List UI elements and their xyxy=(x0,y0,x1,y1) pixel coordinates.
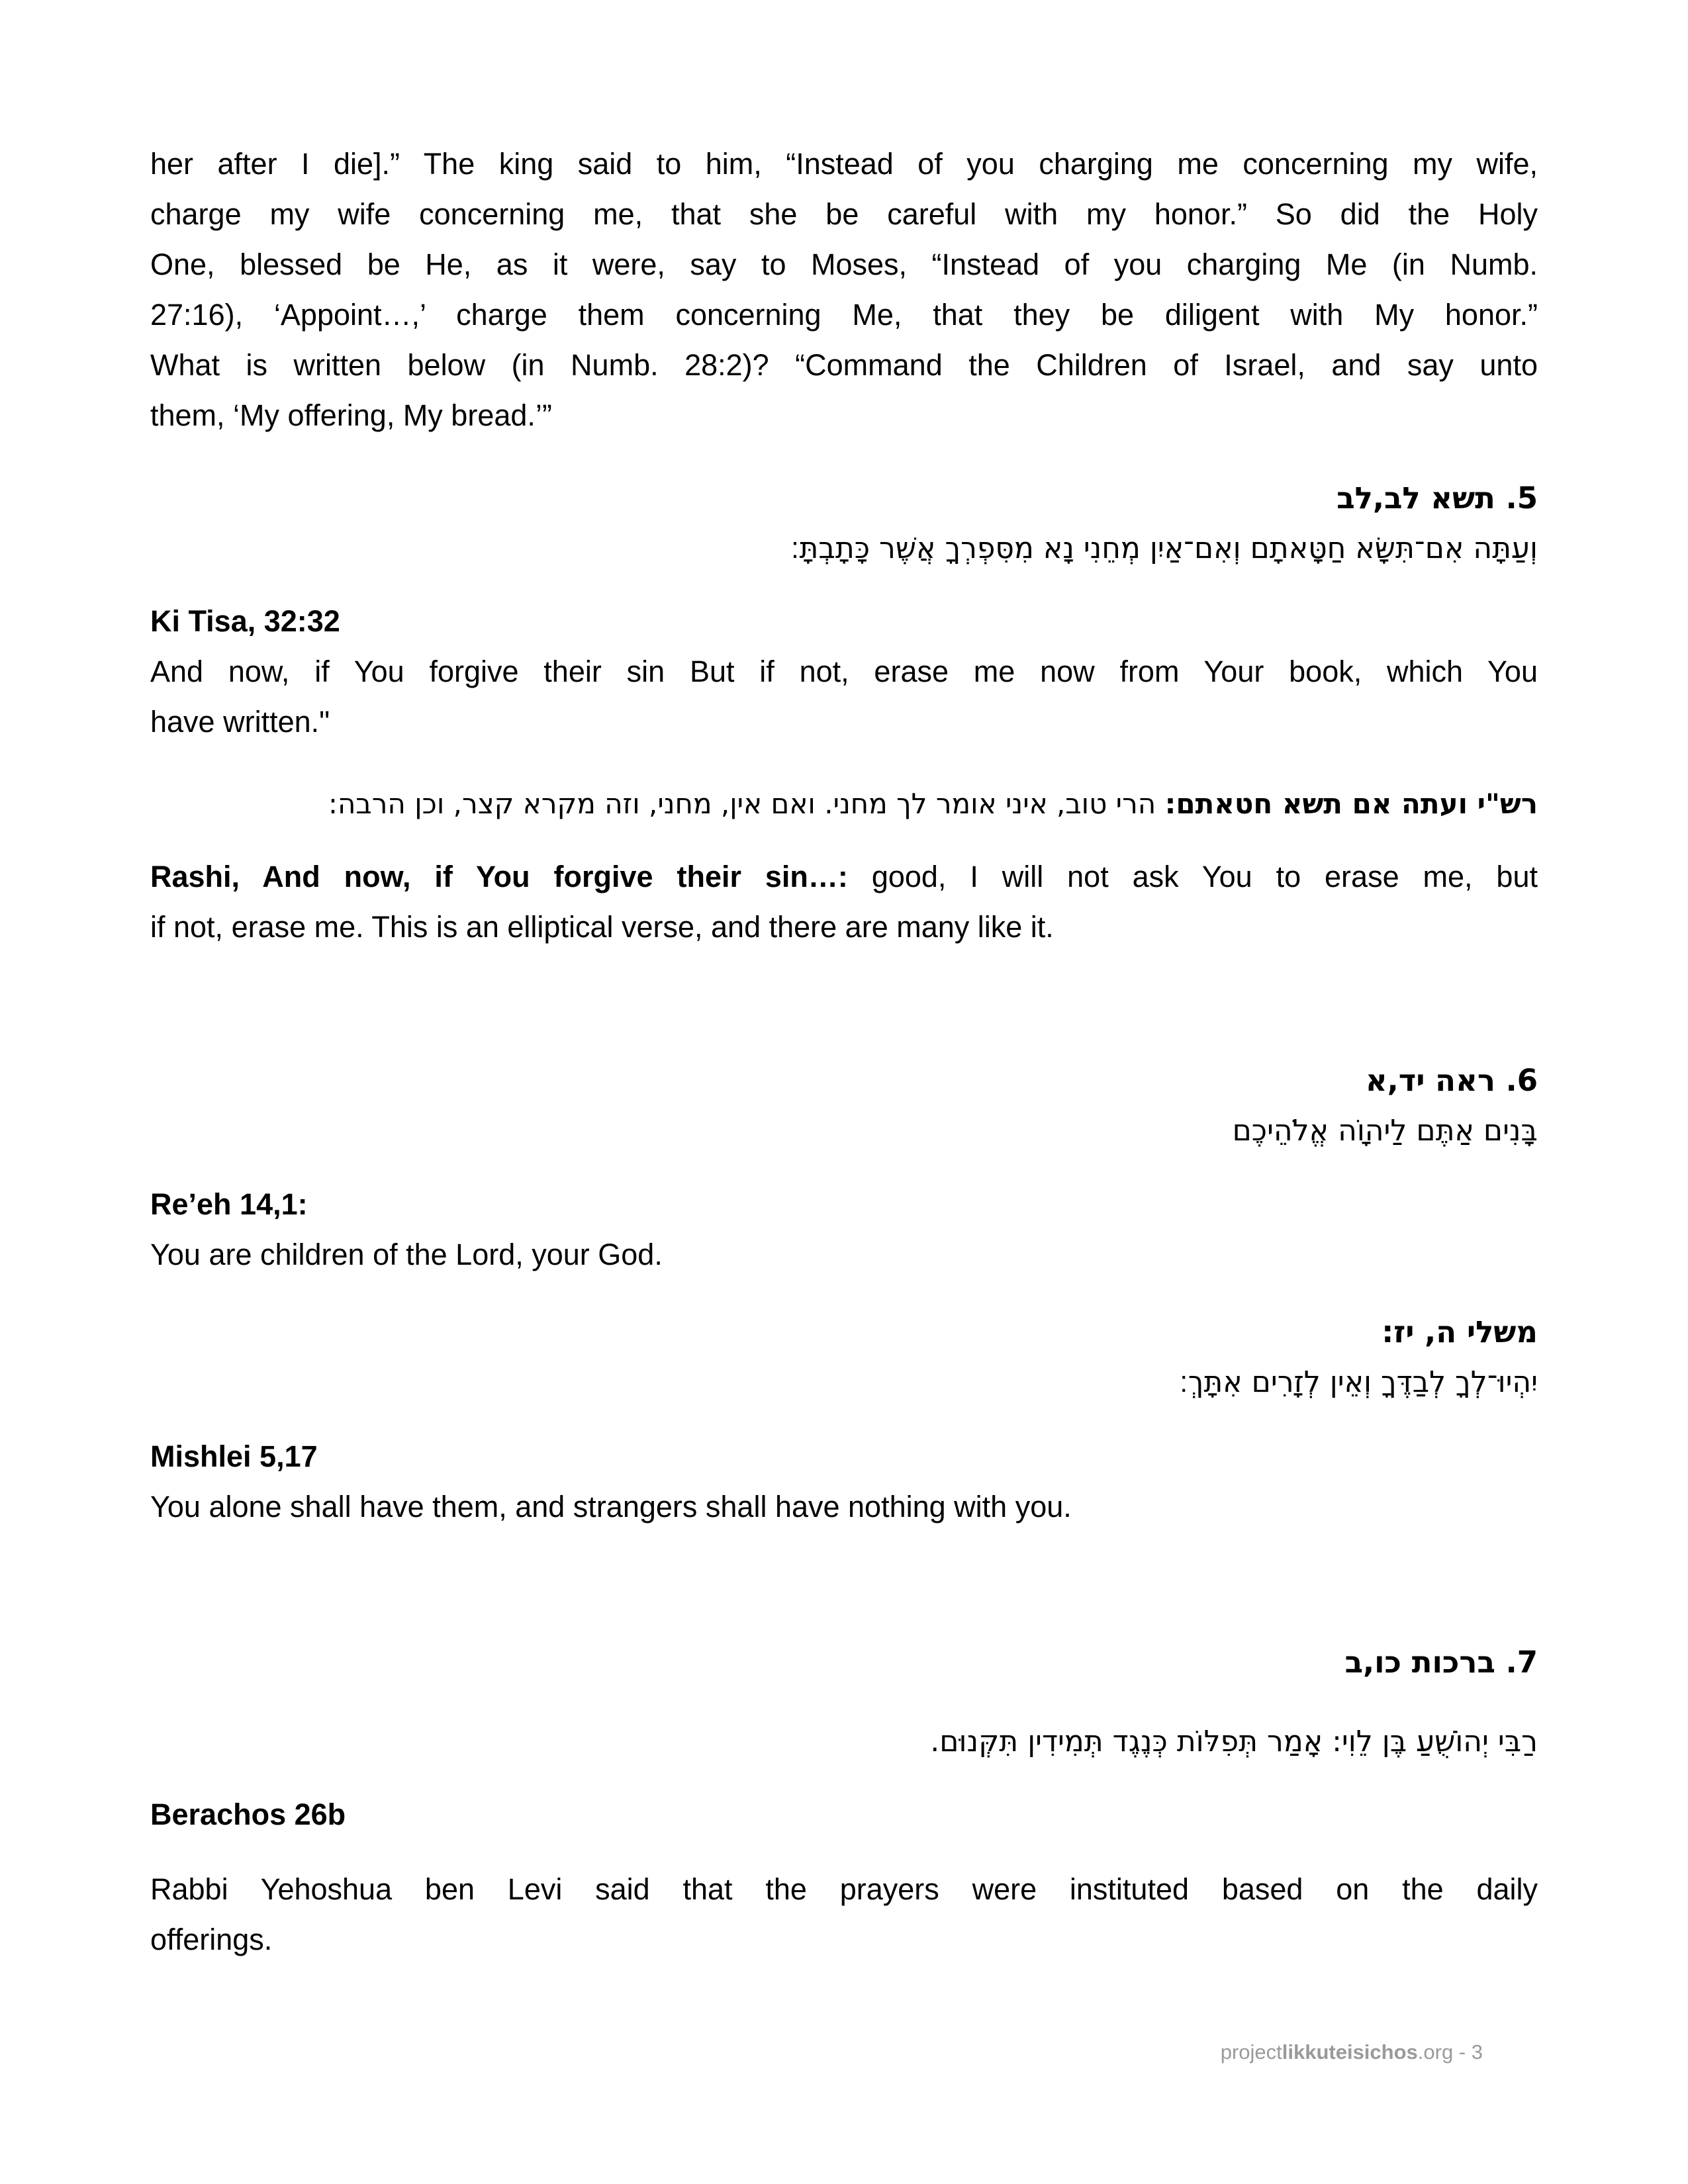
mishlei-hebrew-verse: יִהְיוּ־לְךָ לְבַדֶּךָ וְאֵין לְזָרִים אִתָּךְ׃ xyxy=(1179,1365,1538,1399)
section6-translation: You are children of the Lord, your God. xyxy=(150,1238,663,1271)
rashi-english-line: if not, erase me. This is an elliptical verse, and there are many like it. xyxy=(150,910,1054,944)
section5-translation-line: And now, if You forgive their sin But if not, erase me now from Your book, which You xyxy=(150,655,1538,688)
intro-line: them, ‘My offering, My bread.’” xyxy=(150,398,552,432)
intro-line: What is written below (in Numb. 28:2)? “Command the Children of Israel, and say unto xyxy=(150,348,1538,382)
rashi-hebrew-body: הרי טוב, איני אומר לך מחני. ואם אין, מחני, וזה מקרא קצר, וכן הרבה: xyxy=(328,788,1165,820)
section7-translation-line: Rabbi Yehoshua ben Levi said that the prayers were instituted based on the daily xyxy=(150,1872,1538,1906)
footer-site-prefix: project xyxy=(1220,2040,1282,2064)
footer-site-brand: likkuteisichos xyxy=(1282,2040,1418,2064)
mishlei-translation: You alone shall have them, and strangers shall have nothing with you. xyxy=(150,1490,1072,1524)
section5-rashi-english xyxy=(150,852,1538,952)
mishlei-source-heading: Mishlei 5,17 xyxy=(150,1439,318,1473)
section5-header: 5. תשא לב,לב xyxy=(1336,480,1538,516)
section7-header: 7. ברכות כו,ב xyxy=(1344,1645,1538,1680)
section5-source-heading: Ki Tisa, 32:32 xyxy=(150,604,340,638)
page-content xyxy=(150,139,1538,1965)
section7-hebrew-verse: רַבִּי יְהוֹשֻׁעַ בֶּן לֵוִי: אָמַר תְּפִלּוֹת כְּנֶגֶד תְּמִידִין תִּקְּנוּם. xyxy=(930,1725,1538,1758)
intro-paragraph xyxy=(150,139,1538,441)
section5-translation-line: have written." xyxy=(150,705,330,739)
section7-translation xyxy=(150,1864,1538,1965)
section7-source-heading: Berachos 26b xyxy=(150,1797,346,1831)
rashi-english-lead: Rashi, And now, if You forgive their sin…: xyxy=(150,860,848,893)
rashi-hebrew-lead: רש"י ועתה אם תשא חטאתם: xyxy=(1164,788,1538,820)
mishlei-header: משלי ה, יז: xyxy=(1382,1314,1538,1349)
footer-site-suffix-page-number: .org - 3 xyxy=(1417,2040,1483,2064)
rashi-english-body: good, I will not ask You to erase me, but xyxy=(847,860,1538,893)
intro-line: One, blessed be He, as it were, say to Moses, “Instead of you charging Me (in Numb. xyxy=(150,248,1538,281)
section6-hebrew-verse: בָּנִים אַתֶּם לַיהוָֹה אֱלֹהֵיכֶם xyxy=(1232,1114,1538,1148)
section7-translation-line: offerings. xyxy=(150,1923,273,1956)
section6-header: 6. ראה יד,א xyxy=(1365,1063,1538,1098)
intro-line: 27:16), ‘Appoint…,’ charge them concerning Me, that they be diligent with My honor.” xyxy=(150,298,1538,332)
intro-line: charge my wife concerning me, that she be careful with my honor.” So did the Holy xyxy=(150,197,1538,231)
section6-source-heading: Re’eh 14,1: xyxy=(150,1187,308,1221)
section5-hebrew-verse: וְעַתָּה אִם־תִּשָּׂא חַטָּאתָם וְאִם־אַיִן מְחֵנִי נָא מִסִּפְרְךָ אֲשֶׁר כָּתָבְתָּ׃ xyxy=(790,531,1538,565)
intro-line: her after I die].” The king said to him, “Instead of you charging me concerning my wife, xyxy=(150,147,1538,181)
page-footer xyxy=(1221,2038,1483,2066)
section5-rashi-hebrew xyxy=(150,779,1538,829)
section5-translation xyxy=(150,647,1538,747)
rashi-english-line xyxy=(150,852,1538,902)
